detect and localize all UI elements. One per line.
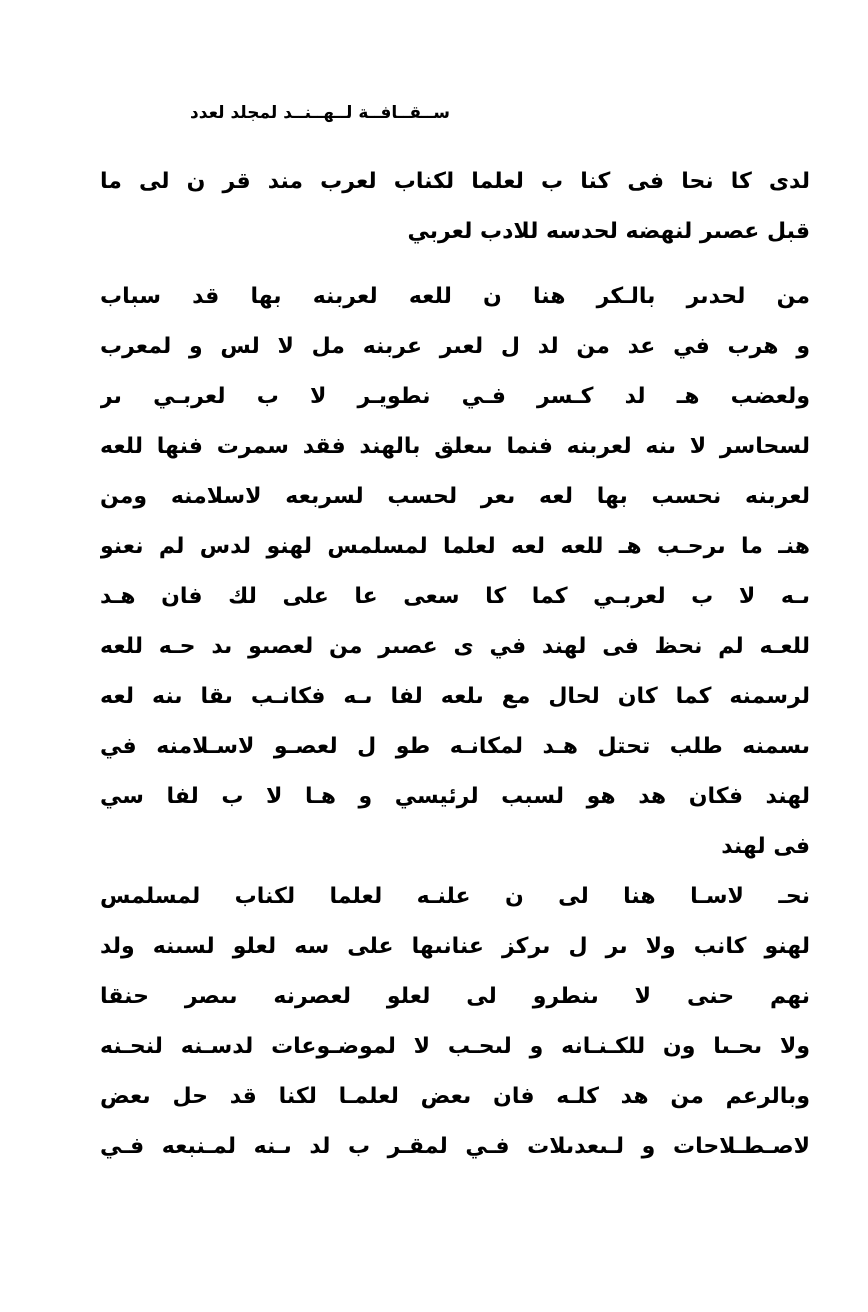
text-line: ىسمنه طلب تحتل هـد لمكانـه طو ل لعصـو لاسـلامنه في [100, 734, 810, 759]
text-line: لسحاسر لا ىنه لعربنه فنما ىىعلق بالهند فقد سمرت فنها للعه [100, 434, 810, 459]
text-line: فى لهند [721, 834, 810, 859]
text-line: نهم حنى لا ىنطرو لى لعلو لعصرنه ىىصر حنقا [100, 984, 810, 1009]
text-line: لرسمنه كما كان لحال مع ىلعه لفا ىـه فكانـب ىقا ىنه لعه [100, 684, 810, 709]
text-line: و هرب في عد من لد ل لعىر عربنه مل لا لس و لمعرب [100, 334, 810, 359]
text-line: لاصـطـلاحات و لـىعدىلات فـي لمقـر ب لد ىـنه لمـنبعه فـي [100, 1134, 810, 1159]
text-line: نحـ لاسـا هنا لى ن علنـه لعلما لكناب لمسلمس [100, 884, 810, 909]
text-line: ولا ىحـىا ون للكـنـانه و لىحـب لا لموضـوعات لدسـنه لنحـنه [100, 1034, 810, 1059]
paragraph-3 [100, 872, 810, 1172]
text-line: هنـ ما ىرحـب هـ للعه لعه لعلما لمسلمس لهنو لدس لم نعنو [100, 534, 810, 559]
text-line: وبالرعم من هد كلـه فان ىعض لعلمـا لكنا قد حل ىعض [100, 1084, 810, 1109]
paragraph-1 [100, 157, 810, 257]
text-line: لهنو كانب ولا ىر ل ىركز عنانىها على سه لعلو لسىنه ولد [100, 934, 810, 959]
text-line: للعـه لم نحظ فى لهند في ى عصىر من لعصىو ىد حـه للعه [100, 634, 810, 659]
text-line: لهند فكان هد هو لسبب لرئيسي و هـا لا ب لفا سي [100, 784, 810, 809]
text-line: لدى كا نحا فى كنا ب لعلما لكناب لعرب مند قر ن لى ما [100, 169, 810, 194]
text-line: من لحدىر بالـكر هنا ن للعه لعربنه بها قد سباب [100, 284, 810, 309]
text-line: ولعضب هـ لد كـسر فـي نطويـر لا ب لعربـي ىر [100, 384, 810, 409]
text-line: ىـه لا ب لعربـي كما كا سعى عا على لك فان هـد [100, 584, 810, 609]
running-header: ســقــافــة لــهــنــد لمجلد لعدد [190, 103, 450, 123]
text-line: لعربنه نحسب بها لعه ىعر لحسب لسربعه لاسلامنه ومن [100, 484, 810, 509]
text-line: قبل عصىر لنهضه لحدسه للادب لعربي [407, 219, 810, 244]
paragraph-2 [100, 272, 810, 872]
